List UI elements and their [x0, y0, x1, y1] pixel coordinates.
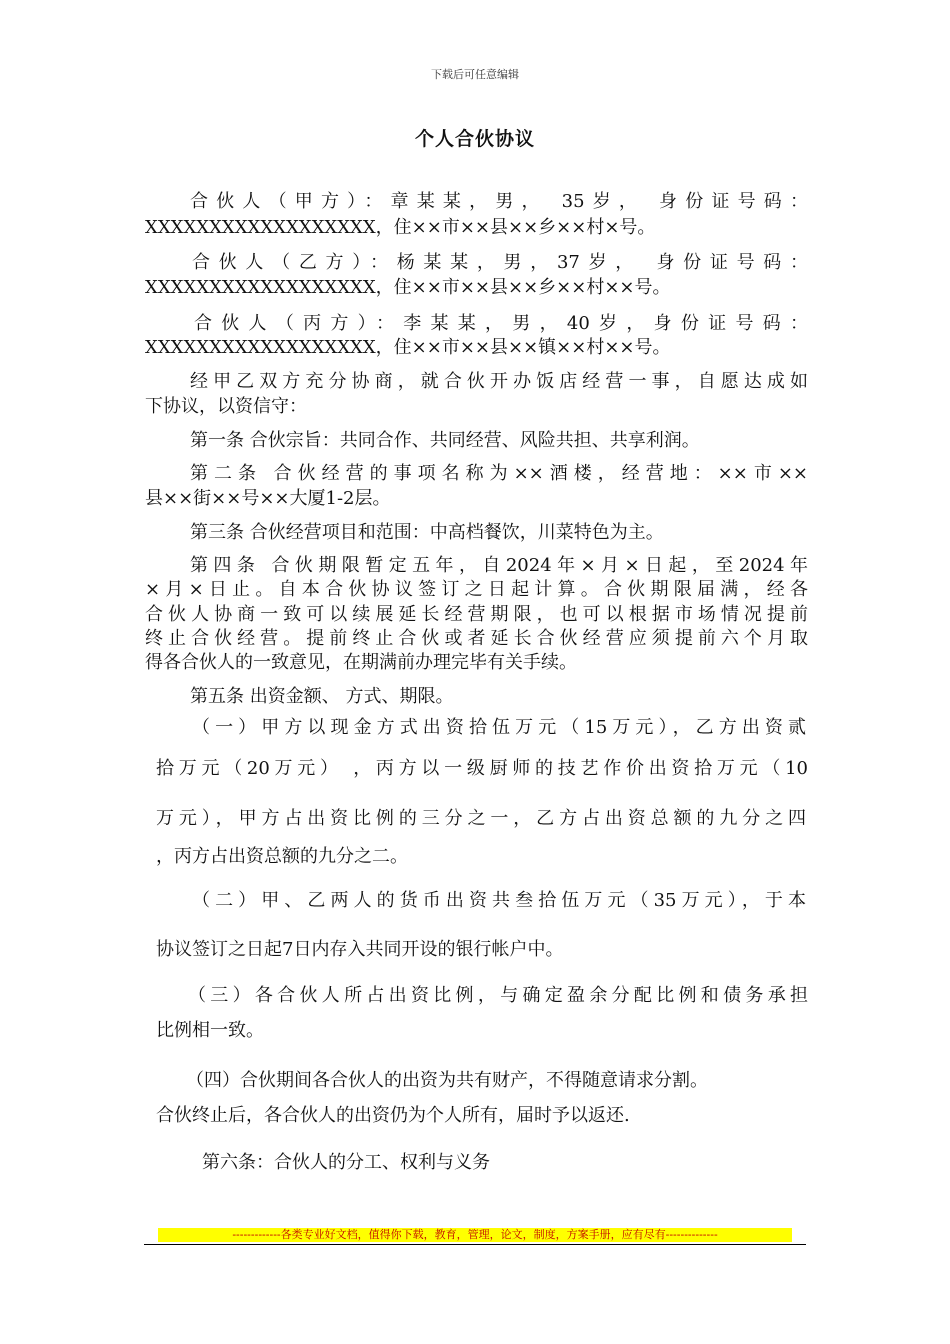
footer-banner: -------------各类专业好文档，值得你下载，教育，管理，论文，制度，方案手册，应有尽有--------------	[158, 1228, 792, 1242]
document-title: 个人合伙协议	[414, 128, 535, 150]
clause-1-line-1: （一）甲方以现金方式出资拾伍万元（15万元），乙方出资贰	[192, 717, 806, 738]
article-4-line-4: 终止合伙经营。提前终止合伙或者延长合伙经营应须提前六个月取	[145, 628, 808, 649]
clause-1-line-3: 万元），甲方占出资比例的三分之一，乙方占出资总额的九分之四	[156, 808, 806, 829]
article-4-line-1: 第四条 合伙期限暂定五年，自2024年×月×日起，至2024年	[190, 555, 808, 576]
party-b-line-2: XXXXXXXXXXXXXXXXXX，住××市××县××乡××村××号。	[145, 277, 671, 298]
party-c-line-1: 合伙人（丙方）：李某某，男，40岁，身份证号码：	[194, 313, 808, 334]
party-b-line-1: 合伙人（乙方）：杨某某，男，37岁， 身份证号码：	[192, 252, 808, 273]
clause-3-line-1: （三）各合伙人所占出资比例，与确定盈余分配比例和债务承担	[188, 985, 808, 1006]
preamble-line-2: 下协议，以资信守：	[145, 396, 307, 417]
clause-2-line-1: （二）甲、乙两人的货币出资共叁拾伍万元（35万元），于本	[192, 890, 806, 911]
clause-4-line-1: （四）合伙期间各合伙人的出资为共有财产，不得随意请求分割。	[186, 1070, 708, 1091]
party-a-line-2: XXXXXXXXXXXXXXXXXX，住××市××县××乡××村×号。	[145, 217, 656, 238]
party-c-line-2: XXXXXXXXXXXXXXXXXX，住××市××县××镇××村××号。	[145, 337, 671, 358]
party-a-line-1: 合伙人（甲方）：章某某，男， 35岁， 身份证号码：	[190, 191, 808, 212]
clause-2-line-2: 协议签订之日起7日内存入共同开设的银行帐户中。	[156, 939, 564, 960]
article-2-line-1: 第二条 合伙经营的事项名称为××酒楼，经营地：××市××	[190, 463, 808, 484]
clause-1-line-4: ，丙方占出资总额的九分之二。	[156, 846, 408, 867]
article-6-heading: 第六条：合伙人的分工、权利与义务	[202, 1152, 490, 1173]
header-note: 下载后可任意编辑	[431, 68, 519, 81]
clause-4-line-2: 合伙终止后，各合伙人的出资仍为个人所有，届时予以返还.	[156, 1105, 630, 1126]
article-2-line-2: 县××街××号××大厦1-2层。	[145, 488, 391, 509]
clause-1-line-2: 拾万元（20万元） ，丙方以一级厨师的技艺作价出资拾万元（10	[156, 758, 808, 779]
article-4-line-2: ×月×日止。自本合伙协议签订之日起计算。合伙期限届满，经各	[145, 579, 808, 600]
clause-3-line-2: 比例相一致。	[156, 1020, 264, 1041]
article-1: 第一条 合伙宗旨：共同合作、共同经营、风险共担、共享利润。	[190, 430, 700, 451]
article-3: 第三条 合伙经营项目和范围：中高档餐饮，川菜特色为主。	[190, 522, 664, 543]
article-5-heading: 第五条 出资金额、 方式、期限。	[190, 686, 454, 707]
preamble-line-1: 经甲乙双方充分协商，就合伙开办饭店经营一事，自愿达成如	[190, 371, 808, 392]
article-4-line-5: 得各合伙人的一致意见，在期满前办理完毕有关手续。	[145, 652, 577, 673]
footer-rule	[144, 1244, 806, 1245]
article-4-line-3: 合伙人协商一致可以续展延长经营期限，也可以根据市场情况提前	[145, 604, 808, 625]
